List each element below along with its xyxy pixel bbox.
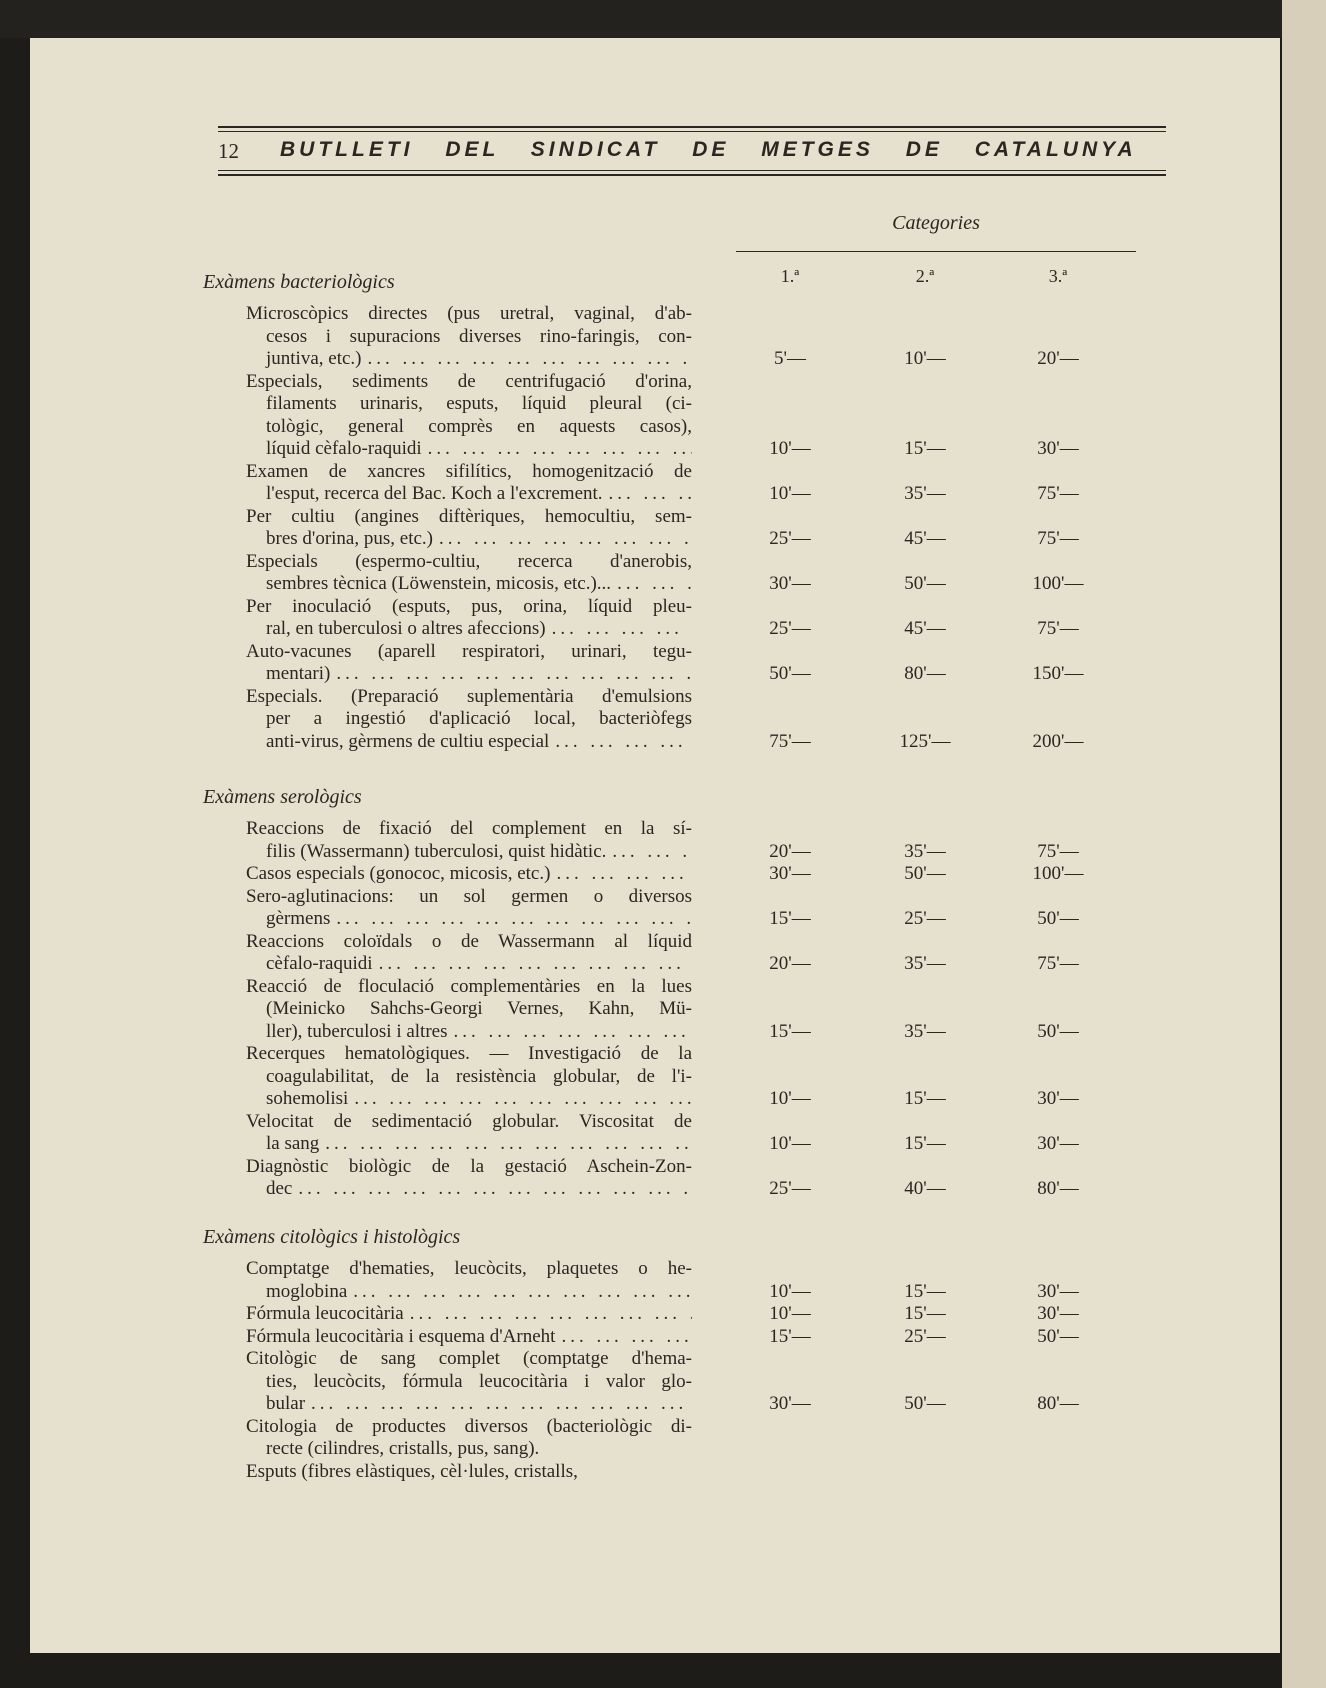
price-category-2: 15'— [904,438,946,459]
price-category-3: 30'— [1037,438,1079,459]
price-category-3: 75'— [1037,840,1079,862]
price-list-item [246,976,692,1044]
price-category-1: 5'— [774,348,806,369]
dot-leader [612,841,692,864]
item-text-line [246,528,692,551]
price-category-3: 20'— [1037,348,1079,369]
price-category-1: 10'— [769,1280,811,1302]
item-text-line [246,1133,692,1156]
page-number: 12 [218,139,239,163]
categories-title: Categories [892,212,980,234]
item-text-line: Citologia de productes diversos (bacteriològic di- [246,1415,692,1437]
dot-leader [410,1303,692,1326]
price-category-2: 50'— [904,863,946,884]
section-title: Exàmens serològics [203,786,362,808]
item-description: moglobina [266,1280,348,1302]
item-text-line [246,1178,692,1201]
item-description: Fórmula leucocitària [246,1303,404,1324]
price-list-item [246,641,692,686]
price-list-item [246,686,692,754]
item-description: mentari) [266,663,331,684]
dot-leader [556,863,692,886]
price-list-item [246,886,692,931]
price-list-item [246,371,692,461]
item-text-line: Per cultiu (angines diftèriques, hemocultiu, sem- [246,505,692,527]
dot-leader [379,953,692,976]
price-category-2: 35'— [904,953,946,974]
price-category-2: 125'— [899,730,951,752]
price-category-3: 50'— [1037,1325,1079,1347]
header-rule [218,131,1166,132]
price-category-2: 40'— [904,1178,946,1199]
price-category-1: 20'— [769,840,811,862]
item-text-line [246,663,692,686]
price-category-3: 30'— [1037,1280,1079,1302]
dot-leader [552,618,692,641]
price-category-2: 45'— [904,618,946,639]
item-text-line [246,908,692,931]
item-text-line [246,1303,692,1326]
price-category-1: 25'— [769,1178,811,1199]
item-text-line: Diagnòstic biològic de la gestació Aschein-Zon- [246,1155,692,1177]
categories-rule [736,251,1136,252]
dot-leader [336,908,692,931]
price-category-3: 150'— [1032,663,1084,684]
price-category-3: 80'— [1037,1178,1079,1199]
price-list-item [246,551,692,596]
item-text-line: coagulabilitat, de la resistència globular, de l'i- [266,1065,692,1087]
item-text-line: Recerques hematològiques. — Investigació de la [246,1043,692,1064]
item-text-line [246,438,692,461]
price-list-item [246,863,692,886]
journal-title: BUTLLETI DEL SINDICAT DE METGES DE CATALUNYA [280,138,1137,161]
item-text-line: Especials, sediments de centrifugació d'orina, [246,370,692,392]
price-category-1: 25'— [769,528,811,549]
price-category-3: 100'— [1032,573,1084,594]
price-category-1: 20'— [769,953,811,974]
price-category-3: 200'— [1032,730,1084,752]
price-category-3: 75'— [1037,483,1079,504]
price-category-2: 25'— [904,1325,946,1347]
price-category-2: 80'— [904,663,946,684]
dot-leader [439,528,692,551]
dot-leader [336,663,692,686]
price-category-1: 10'— [769,1303,811,1324]
item-text-line: Per inoculació (esputs, pus, orina, líquid pleu- [246,595,692,617]
price-category-2: 15'— [904,1280,946,1302]
item-text-line: Reacció de floculació complementàries en la lues [246,975,692,997]
item-description: ller), tuberculosi i altres [266,1020,448,1042]
price-list-item [246,461,692,506]
category-header-3: 3.ª [1048,266,1068,286]
item-description: cèfalo-raquidi [266,953,373,974]
price-list-item [246,931,692,976]
item-description: bres d'orina, pus, etc.) [266,528,433,549]
dot-leader [454,1021,693,1044]
item-text-line: Velocitat de sedimentació globular. Viscositat de [246,1110,692,1132]
price-category-3: 30'— [1037,1133,1079,1154]
dot-leader [325,1133,692,1156]
price-category-2: 25'— [904,908,946,929]
item-text-line: Esputs (fibres elàstiques, cèl·lules, cristalls, [246,1460,578,1482]
item-text-line: Examen de xancres sifilítics, homogenització de [246,460,692,482]
item-text-line [246,1281,692,1304]
price-category-1: 30'— [769,863,811,884]
price-list-item [246,1156,692,1201]
item-description: juntiva, etc.) [266,348,362,369]
item-text-line [246,953,692,976]
item-description: bular [266,1393,306,1414]
dot-leader [561,1326,692,1349]
item-text-line: Auto-vacunes (aparell respiratori, urinari, tegu- [246,640,692,662]
header-rule [218,126,1166,128]
item-description: gèrmens [266,908,331,929]
running-header [218,126,1166,180]
price-list-item [246,596,692,641]
price-list-item [246,1303,692,1326]
price-category-1: 15'— [769,1325,811,1347]
price-category-2: 15'— [904,1088,946,1109]
price-category-1: 25'— [769,618,811,639]
item-text-line: Especials. (Preparació suplementària d'emulsions [246,685,692,707]
section-title: Exàmens bacteriològics [203,271,395,293]
item-text-line: ties, leucòcits, fórmula leucocitària i valor glo- [266,1370,692,1392]
item-description: sohemolisi [266,1088,349,1109]
dot-leader [555,731,692,754]
price-category-3: 75'— [1037,528,1079,549]
price-list-item [246,506,692,551]
next-page-edge [1282,0,1326,1688]
item-description: la sang [266,1133,320,1154]
price-category-2: 35'— [904,1020,946,1042]
price-category-3: 75'— [1037,618,1079,639]
price-category-1: 10'— [769,438,811,459]
item-text-line: Especials (espermo-cultiu, recerca d'anerobis, [246,550,692,572]
price-category-3: 75'— [1037,953,1079,974]
item-text-line [246,618,692,641]
price-category-3: 80'— [1037,1393,1079,1414]
category-header-2: 2.ª [915,266,935,286]
item-text-line [246,731,692,754]
item-text-line: recte (cilindres, cristalls, pus, sang). [266,1438,540,1459]
item-text-line [246,1021,692,1044]
price-category-2: 45'— [904,528,946,549]
price-list-item [246,1326,692,1349]
category-header-1: 1.ª [780,266,800,286]
item-description: ral, en tuberculosi o altres afeccions) [266,618,546,639]
price-category-3: 30'— [1037,1088,1079,1109]
price-list-item [246,303,692,371]
item-text-line [246,1088,692,1111]
dot-leader [617,573,692,596]
price-category-1: 30'— [769,1393,811,1414]
item-text-line [246,1326,692,1349]
price-category-2: 15'— [904,1303,946,1324]
item-text-line: Reaccions de fixació del complement en la sí- [246,818,692,839]
item-text-line: Reaccions coloïdals o de Wassermann al líquid [246,930,692,952]
item-text-line: tològic, general comprès en aquests casos), [266,415,692,437]
price-category-2: 35'— [904,483,946,504]
price-list-item [246,1348,692,1416]
item-text-line: Microscòpics directes (pus uretral, vaginal, d'ab- [246,303,692,324]
item-text-line: cesos i supuracions diverses rino-faringis, con- [266,325,692,347]
price-category-2: 50'— [904,573,946,594]
dot-leader [298,1178,692,1201]
price-category-1: 15'— [769,908,811,929]
price-category-1: 10'— [769,1133,811,1154]
price-category-1: 75'— [769,730,811,752]
item-text-line [246,348,692,371]
price-list-item [246,818,692,863]
scan-top-edge [0,0,1326,38]
item-text-line: Comptatge d'hematies, leucòcits, plaquetes o he- [246,1258,692,1279]
header-rule [218,170,1166,171]
item-description: Fórmula leucocitària i esquema d'Arneht [246,1325,556,1347]
section-title: Exàmens citològics i histològics [203,1226,461,1248]
item-text-line: (Meinicko Sahchs-Georgi Vernes, Kahn, Mü- [266,998,692,1019]
dot-leader [353,1281,692,1304]
item-description: dec [266,1178,293,1199]
price-category-1: 10'— [769,483,811,504]
item-description: l'esput, recerca del Bac. Koch a l'excrement. [266,483,603,504]
item-text-line [246,1393,692,1416]
dot-leader [609,483,692,506]
item-text-line [246,863,692,886]
item-description: sembres tècnica (Löwenstein, micosis, etc.)... [266,573,612,594]
price-list-item [246,1043,692,1111]
item-text-line: Sero-aglutinacions: un sol germen o diversos [246,885,692,907]
item-text-line: filaments urinaris, esputs, líquid pleural (ci- [266,393,692,414]
price-category-3: 30'— [1037,1303,1079,1324]
price-list-item [246,1461,692,1484]
header-rule [218,174,1166,176]
price-category-1: 10'— [769,1088,811,1109]
dot-leader [354,1088,692,1111]
price-category-3: 50'— [1037,1020,1079,1042]
price-category-1: 30'— [769,573,811,594]
price-category-1: 50'— [769,663,811,684]
price-list-item [246,1416,692,1461]
item-description: anti-virus, gèrmens de cultiu especial [266,730,550,752]
item-description: filis (Wassermann) tuberculosi, quist hidàtic. [266,840,607,862]
price-category-2: 10'— [904,348,946,369]
item-text-line: per a ingestió d'aplicació local, bacteriòfegs [266,708,692,729]
item-text-line [246,841,692,864]
item-text-line [246,483,692,506]
price-list-item [246,1258,692,1303]
price-category-1: 15'— [769,1020,811,1042]
price-category-2: 15'— [904,1133,946,1154]
dot-leader [311,1393,692,1416]
item-description: Casos especials (gonococ, micosis, etc.) [246,863,551,884]
item-description: líquid cèfalo-raquidi [266,438,422,459]
price-category-3: 50'— [1037,908,1079,929]
item-text-line: Citològic de sang complet (comptatge d'hema- [246,1348,692,1369]
price-category-3: 100'— [1032,863,1084,884]
price-category-2: 35'— [904,840,946,862]
dot-leader [368,348,693,371]
price-list-item [246,1111,692,1156]
item-text-line [246,573,692,596]
price-category-2: 50'— [904,1393,946,1414]
dot-leader [428,438,692,461]
